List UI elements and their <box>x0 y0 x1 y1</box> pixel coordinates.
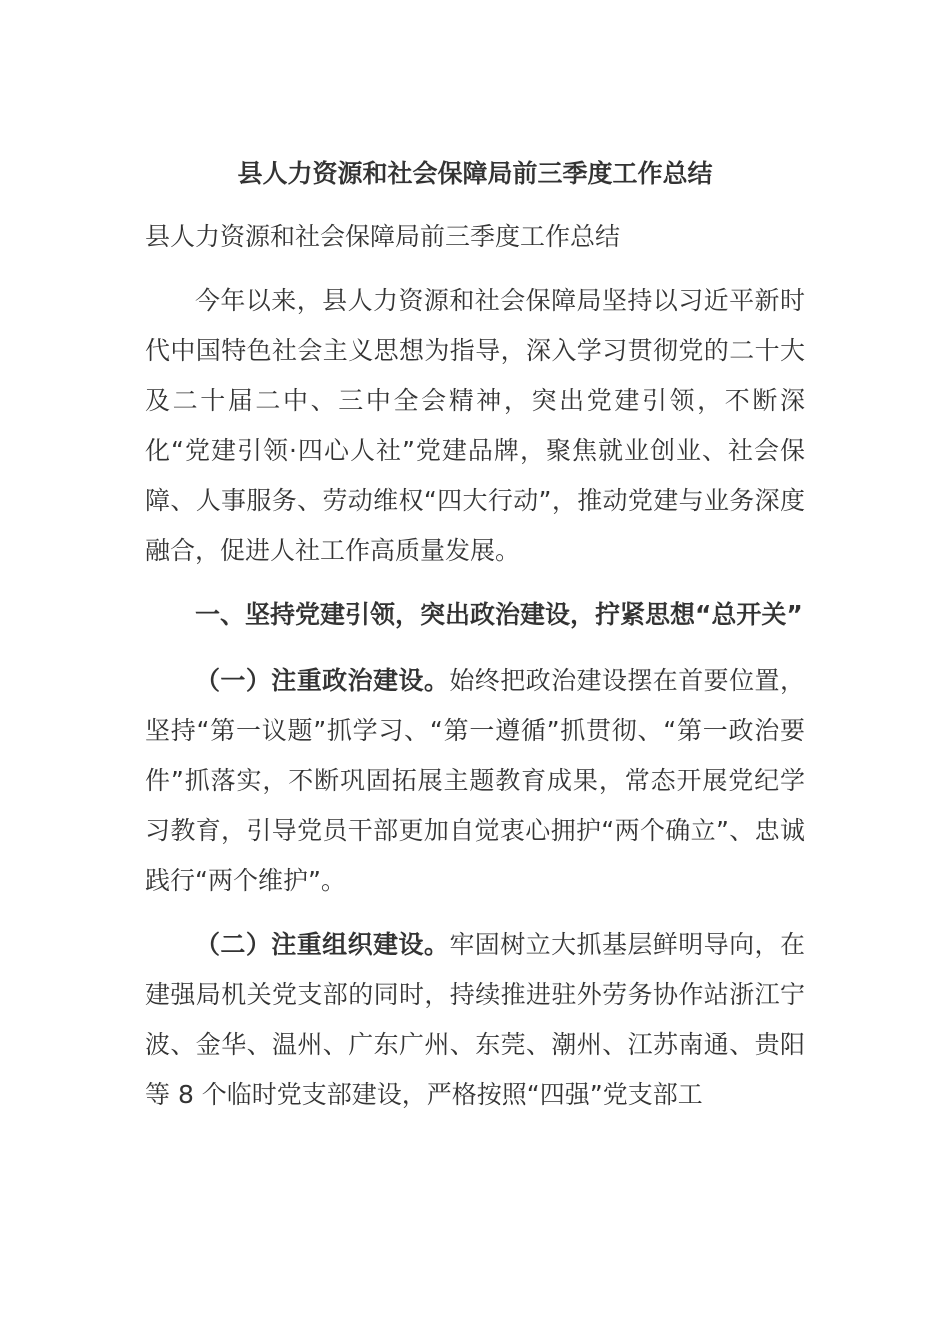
document-subtitle: 县人力资源和社会保障局前三季度工作总结 <box>145 222 621 251</box>
item-body-2: 牢固树立大抓基层鲜明导向，在建强局机关党支部的同时，持续推进驻外劳务协作站浙江宁波、金华、温州、广东广州、东莞、潮州、江苏南通、贵阳等 8 个临时党支部建设，严格按照“四强”党支部工 <box>145 930 805 1109</box>
item-body-1: 始终把政治建设摆在首要位置，坚持“第一议题”抓学习、“第一遵循”抓贯彻、“第一政治要件”抓落实，不断巩固拓展主题教育成果，常态开展党纪学习教育，引导党员干部更加自觉衷心拥护“两个确立”、忠诚践行“两个维护”。 <box>145 666 805 895</box>
section-heading-1: 一、坚持党建引领，突出政治建设，拧紧思想“总开关” <box>195 600 803 629</box>
item-paragraph-1 <box>145 656 805 906</box>
item-lead-2: （二）注重组织建设。 <box>195 930 450 959</box>
intro-paragraph: 今年以来，县人力资源和社会保障局坚持以习近平新时代中国特色社会主义思想为指导，深入学习贯彻党的二十大及二十届二中、三中全会精神，突出党建引领，不断深化“党建引领·四心人社”党建品牌，聚焦就业创业、社会保障、人事服务、劳动维权“四大行动”，推动党建与业务深度融合，促进人社工作高质量发展。 <box>145 286 805 565</box>
item-paragraph-2 <box>145 920 805 1120</box>
page-title: 县人力资源和社会保障局前三季度工作总结 <box>237 159 713 188</box>
item-lead-1: （一）注重政治建设。 <box>195 666 450 695</box>
document-body <box>145 276 805 1134</box>
